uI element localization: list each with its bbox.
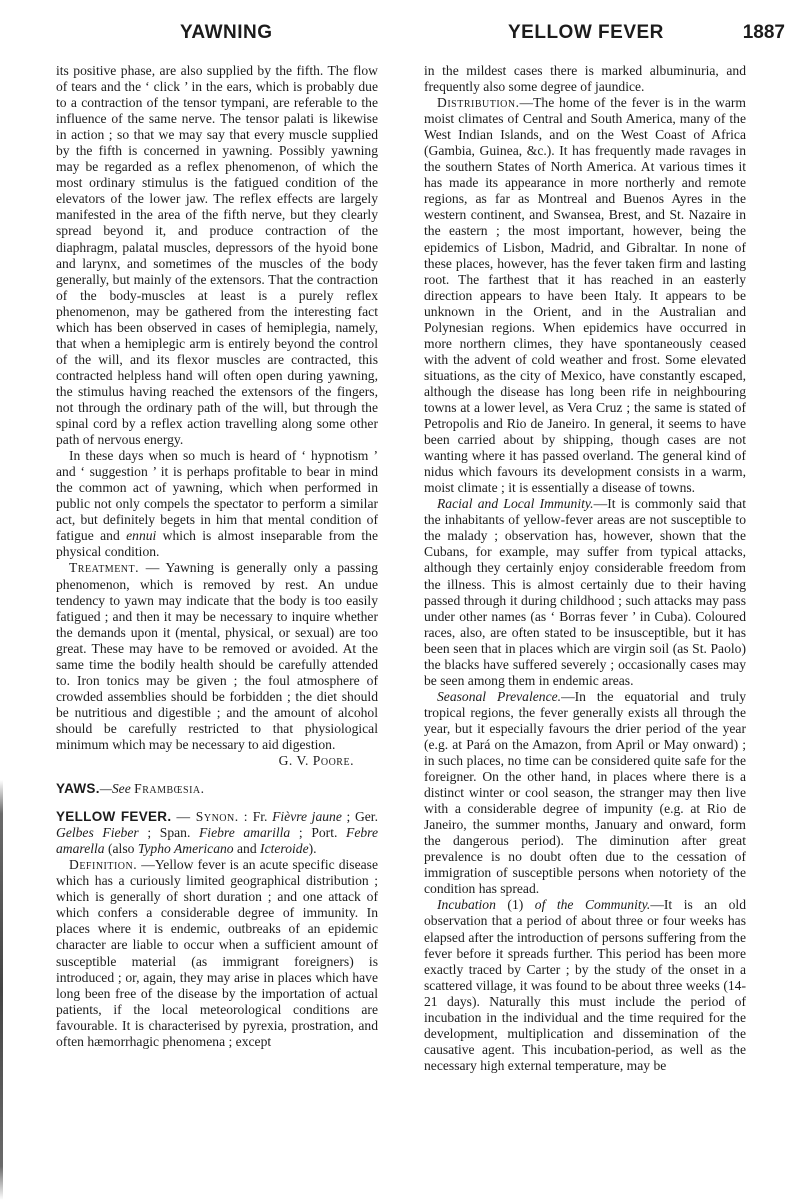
paragraph-text: —Yellow fever is an acute specific disease which has a curiously limited geographical distribution ; which is generally of short duration ; and one attack of which confers a considerable degree of immunity. In places where it is endemic, outbreaks of an epidemic character are liable to occur when a sufficient amount of susceptible material (as immigrant foreigners) is introduced ; or, again, they may arise in places which have long been free of the disease by the importation of actual patients, if the local meteorological conditions are favourable. It is characterised by pyrexia, prostration, and often hæmorrhagic phenomena ; except xyxy=(56,857,378,1049)
paragraph-text: In these days when so much is heard of ‘ hypnotism ’ and ‘ suggestion ’ it is perhaps profitable to bear in mind the common act of yawning, which when performed in public not only compels the spectator to perform a similar act, but definitely begets in him that mental condition of fatigue and xyxy=(56,448,378,544)
paragraph-text: — Yawning is generally only a passing phenomenon, which is removed by rest. An undue tendency to yawn may indicate that the body is too easily fatigued ; and then it may be necessary to inquire whether the demands upon it (mental, physical, or sexual) are too great. These may have to be removed or avoided. At the same time the bodily health should be carefully attended to. Iron tonics may be given ; the foul atmosphere of crowded assemblies should be forbidden ; the diet should be nutritious and digestible ; and the amount of alcohol should be carefully restricted to that physiological minimum which may be necessary to aid digestion. xyxy=(56,560,378,752)
paragraph-text: ). xyxy=(308,841,317,857)
synonym-term: Febre amarella xyxy=(56,825,378,857)
header-left-title: YAWNING xyxy=(180,22,273,43)
header-right-title: YELLOW FEVER xyxy=(508,22,664,43)
cross-reference-link[interactable]: Frambœsia. xyxy=(134,781,205,797)
synonym-term: Icteroide xyxy=(260,841,309,857)
paragraph-text: —The home of the fever is in the warm moist climates of Central and South America, many of the West Indian Islands, and on the West Coast of Africa (Gambia, Guinea, &c.). It has frequently made ravages in the southern States of North America. At various times it has made its appearance in more northerly and remote regions, as far as Montreal and Buenos Ayres in the western continent, and Swansea, Brest, and St. Nazaire in the eastern ; the most important, however, being the epidemics of Lisbon, Madrid, and Gibraltar. In none of these places, however, has the fever taken firm and lasting root. The farthest that it has reached in an easterly direction appears to have been Italy. It appears to be unknown in the Orient, and in the Australian and Polynesian regions. When epidemics have occurred in more northern climes, they have spontaneously ceased with the advent of cold weather and frost. Some elevated situations, as the city of Mexico, have constantly escaped, although the disease has long been rife in neighbouring towns at a lower level, as Vera Cruz ; the same is stated of Petropolis and Rio de Janeiro. In general, it seems to have been carried about by shipping, though cases are not wanting where it has passed overland. The general kind of nidus which favours its development consists in a warm, moist climate ; it is essentially a disease of towns. xyxy=(424,95,746,496)
paragraph-text: (also xyxy=(104,841,138,857)
section-label-racial: Racial and Local Immunity. xyxy=(437,496,594,512)
section-label-incubation: Incubation xyxy=(437,897,496,913)
section-label-seasonal: Seasonal Prevalence. xyxy=(437,688,562,704)
paragraph-racial-immunity xyxy=(424,496,746,689)
section-label-definition: Definition. xyxy=(69,857,138,873)
entry-head-yaws: YAWS. xyxy=(56,781,100,797)
entry-yellow-fever-synonyms xyxy=(56,809,378,857)
spacer xyxy=(56,797,378,809)
page-number: 1887 xyxy=(742,22,785,43)
synonyms-label: — Synon. : xyxy=(171,809,249,825)
synonym-term: Typho Americano xyxy=(137,841,234,857)
synonym-term: Fièvre jaune xyxy=(272,809,342,825)
italic-term: ennui xyxy=(126,528,157,544)
entry-head-yellow-fever: YELLOW FEVER. xyxy=(56,809,172,825)
synonym-term: Gelbes Fieber xyxy=(56,825,139,841)
paragraph-treatment xyxy=(56,560,378,753)
paragraph-text: which is almost inseparable from the physical condition. xyxy=(56,528,378,560)
entry-yaws xyxy=(56,781,378,797)
footnote-marker: (1) xyxy=(495,897,535,913)
author-signature xyxy=(56,753,378,769)
right-column xyxy=(424,63,746,1074)
section-label-distribution: Distribution. xyxy=(437,95,520,111)
paragraph-continuation: in the mildest cases there is marked albuminuria, and frequently also some degree of jaundice. xyxy=(424,63,746,95)
spacer xyxy=(56,769,378,781)
section-label-incubation-b: of the Community. xyxy=(534,897,651,913)
paragraph-text: —It is commonly said that the inhabitants of yellow-fever areas are not susceptible to the malady ; observation has, however, shown that the Cubans, for example, may suffer from typical attacks, although they certainly enjoy considerable freedom from the illness. This is almost certainly due to their having passed through it during childhood ; such attacks may pass under other names (as ‘ Borras fever ’ in Cuba). Coloured races, also, are often stated to be insusceptible, but it has been seen that in places which are virgin soil (as St. Paolo) the blacks have suffered severely ; occasionally cases may be seen among them in endemic areas. xyxy=(424,496,746,688)
lang-label: Fr. xyxy=(248,809,273,825)
page-edge-shadow xyxy=(0,780,3,1200)
running-header xyxy=(56,10,791,50)
left-column xyxy=(56,63,378,1050)
lang-label: ; Ger. xyxy=(341,809,378,825)
see-text: —See xyxy=(99,781,135,797)
lang-label: ; Port. xyxy=(290,825,347,841)
section-label-treatment: Treatment. xyxy=(69,560,140,576)
paragraph-definition xyxy=(56,857,378,1050)
lang-label: ; Span. xyxy=(138,825,199,841)
paragraph-text: —In the equatorial and truly tropical regions, the fever generally exists all through the year, but it especially favours the drier period of the year (e.g. at Pará on the Amazon, from April or May onward) ; in such places, no time can be considered quite safe for the foreigner. On the other hand, in places where there is a distinct winter or cool season, the stranger may then live with a considerable degree of impunity (e.g. at Rio de Janeiro, the summer months, January and onward, form the dangerous period). The diminution after great prevalence is no doubt often due to the cessation of immigration of susceptible persons when notoriety of the condition has spread. xyxy=(424,688,746,897)
paragraph-seasonal xyxy=(424,689,746,898)
signature-text: G. V. Poore. xyxy=(278,753,354,769)
paragraph-text: and xyxy=(233,841,261,857)
paragraph-distribution xyxy=(424,95,746,496)
paragraph-hypnotism xyxy=(56,448,378,560)
synonym-term: Fiebre amarilla xyxy=(199,825,291,841)
paragraph-yawning-reflex: its positive phase, are also supplied by the fifth. The flow of tears and the ‘ click ’ in the ears, which is probably due to a contraction of the tensor tympani, are referable to the influence of the same nerve. The tensor palati is likewise in action ; so that we may say that every muscle supplied by the fifth is concerned in yawning. Possibly yawning may be regarded as a reflex phenomenon, of which the most ordinary stimulus is the fatigued condition of the elevators of the lower jaw. The reflex effects are largely manifested in the area of the fifth nerve, but they clearly spread beyond it, and produce contraction of the diaphragm, palatal muscles, depressors of the hyoid bone and larynx, and sometimes of the muscles of the body generally, but mainly of the extensors. That the contraction of the body-muscles at least is a purely reflex phenomenon, may be gathered from the interesting fact which has been observed in cases of hemiplegia, namely, that when a hemiplegic arm is entirely beyond the control of the will, and its flexor muscles are contracted, this contracted helpless hand will often open during yawning, the stimulus having reached the extensors of the fingers, not through the ordinary path of the will, but through the spinal cord by a reflex action travelling along some other path of nervous energy. xyxy=(56,63,378,448)
paragraph-incubation xyxy=(424,897,746,1074)
paragraph-text: —It is an old observation that a period of about three or four weeks has elapsed after the introduction of persons suffering from the fever before it spreads further. This period has been more exactly traced by Carter ; by the study of the onset in a scattered village, it was found to be about three weeks (14-21 days). Naturally this must include the period of incubation in the individual and the time required for the development, multiplication and dissemination of the causative agent. This incubation-period, as well as the necessary high external temperature, may be xyxy=(424,897,746,1073)
